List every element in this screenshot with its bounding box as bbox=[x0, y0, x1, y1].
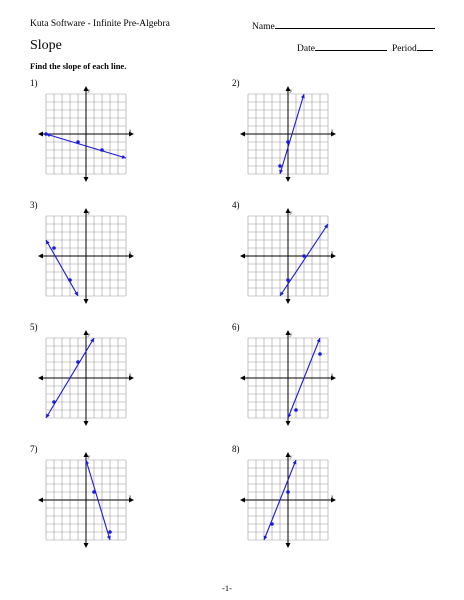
y-axis-label: y bbox=[290, 211, 293, 216]
name-field[interactable] bbox=[252, 19, 435, 32]
y-axis-arrow-down bbox=[286, 421, 291, 426]
instructions: Find the slope of each line. bbox=[30, 61, 127, 71]
x-axis-arrow-left bbox=[38, 498, 43, 503]
y-axis-arrow-down bbox=[84, 421, 89, 426]
line-point bbox=[68, 278, 72, 282]
y-axis-label: y bbox=[88, 455, 91, 460]
x-axis-arrow-left bbox=[240, 376, 245, 381]
y-axis-label: y bbox=[290, 455, 293, 460]
line-point bbox=[108, 530, 112, 534]
date-field[interactable] bbox=[297, 41, 387, 54]
x-axis-label: x bbox=[331, 251, 334, 256]
problem-number-8: 8) bbox=[232, 444, 240, 454]
y-axis-arrow-down bbox=[286, 299, 291, 304]
date-label: Date bbox=[297, 44, 315, 54]
line-point bbox=[270, 522, 274, 526]
problem-number-2: 2) bbox=[232, 78, 240, 88]
y-axis-label: y bbox=[88, 89, 91, 94]
period-field[interactable] bbox=[392, 41, 433, 54]
name-label: Name bbox=[252, 22, 275, 32]
line-point bbox=[92, 490, 96, 494]
x-axis-label: x bbox=[331, 129, 334, 134]
x-axis-label: x bbox=[129, 251, 132, 256]
y-axis-label: y bbox=[290, 333, 293, 338]
coordinate-graph-6 bbox=[240, 330, 336, 426]
x-axis-arrow-left bbox=[240, 498, 245, 503]
problem-number-3: 3) bbox=[30, 200, 38, 210]
x-axis-arrow-left bbox=[38, 376, 43, 381]
coordinate-graph-8 bbox=[240, 452, 336, 548]
worksheet-title: Slope bbox=[30, 38, 62, 53]
x-axis-label: x bbox=[129, 495, 132, 500]
coordinate-graph-4 bbox=[240, 208, 336, 304]
y-axis-arrow-down bbox=[84, 299, 89, 304]
coordinate-graph-2 bbox=[240, 86, 336, 182]
coordinate-graph-5 bbox=[38, 330, 134, 426]
y-axis-label: y bbox=[88, 333, 91, 338]
software-credit: Kuta Software - Infinite Pre-Algebra bbox=[30, 19, 170, 29]
line-point bbox=[294, 408, 298, 412]
name-blank[interactable] bbox=[275, 19, 435, 29]
y-axis-arrow-down bbox=[286, 177, 291, 182]
coordinate-graph-7 bbox=[38, 452, 134, 548]
line-point bbox=[318, 352, 322, 356]
page-number: -1- bbox=[222, 583, 232, 593]
problem-number-5: 5) bbox=[30, 322, 38, 332]
problem-number-4: 4) bbox=[232, 200, 240, 210]
line-point bbox=[100, 148, 104, 152]
line-point bbox=[52, 246, 56, 250]
line-point bbox=[286, 140, 290, 144]
x-axis-arrow-left bbox=[240, 132, 245, 137]
coordinate-graph-3 bbox=[38, 208, 134, 304]
x-axis-label: x bbox=[129, 373, 132, 378]
line-point bbox=[302, 254, 306, 258]
x-axis-label: x bbox=[331, 495, 334, 500]
problem-number-6: 6) bbox=[232, 322, 240, 332]
y-axis-arrow-down bbox=[84, 177, 89, 182]
coordinate-graph-1 bbox=[38, 86, 134, 182]
y-axis-arrow-down bbox=[286, 543, 291, 548]
period-blank[interactable] bbox=[417, 41, 433, 51]
y-axis-label: y bbox=[88, 211, 91, 216]
problem-number-1: 1) bbox=[30, 78, 38, 88]
period-label: Period bbox=[392, 44, 417, 54]
line-point bbox=[278, 164, 282, 168]
line-point bbox=[286, 278, 290, 282]
x-axis-arrow-left bbox=[38, 254, 43, 259]
x-axis-label: x bbox=[331, 373, 334, 378]
y-axis-label: y bbox=[290, 89, 293, 94]
line-point bbox=[76, 360, 80, 364]
x-axis-arrow-left bbox=[240, 254, 245, 259]
x-axis-arrow-left bbox=[38, 132, 43, 137]
line-point bbox=[76, 140, 80, 144]
x-axis-label: x bbox=[129, 129, 132, 134]
line-point bbox=[286, 490, 290, 494]
y-axis-arrow-down bbox=[84, 543, 89, 548]
date-blank[interactable] bbox=[315, 41, 387, 51]
line-point bbox=[52, 400, 56, 404]
line-point bbox=[44, 132, 48, 136]
problem-number-7: 7) bbox=[30, 444, 38, 454]
